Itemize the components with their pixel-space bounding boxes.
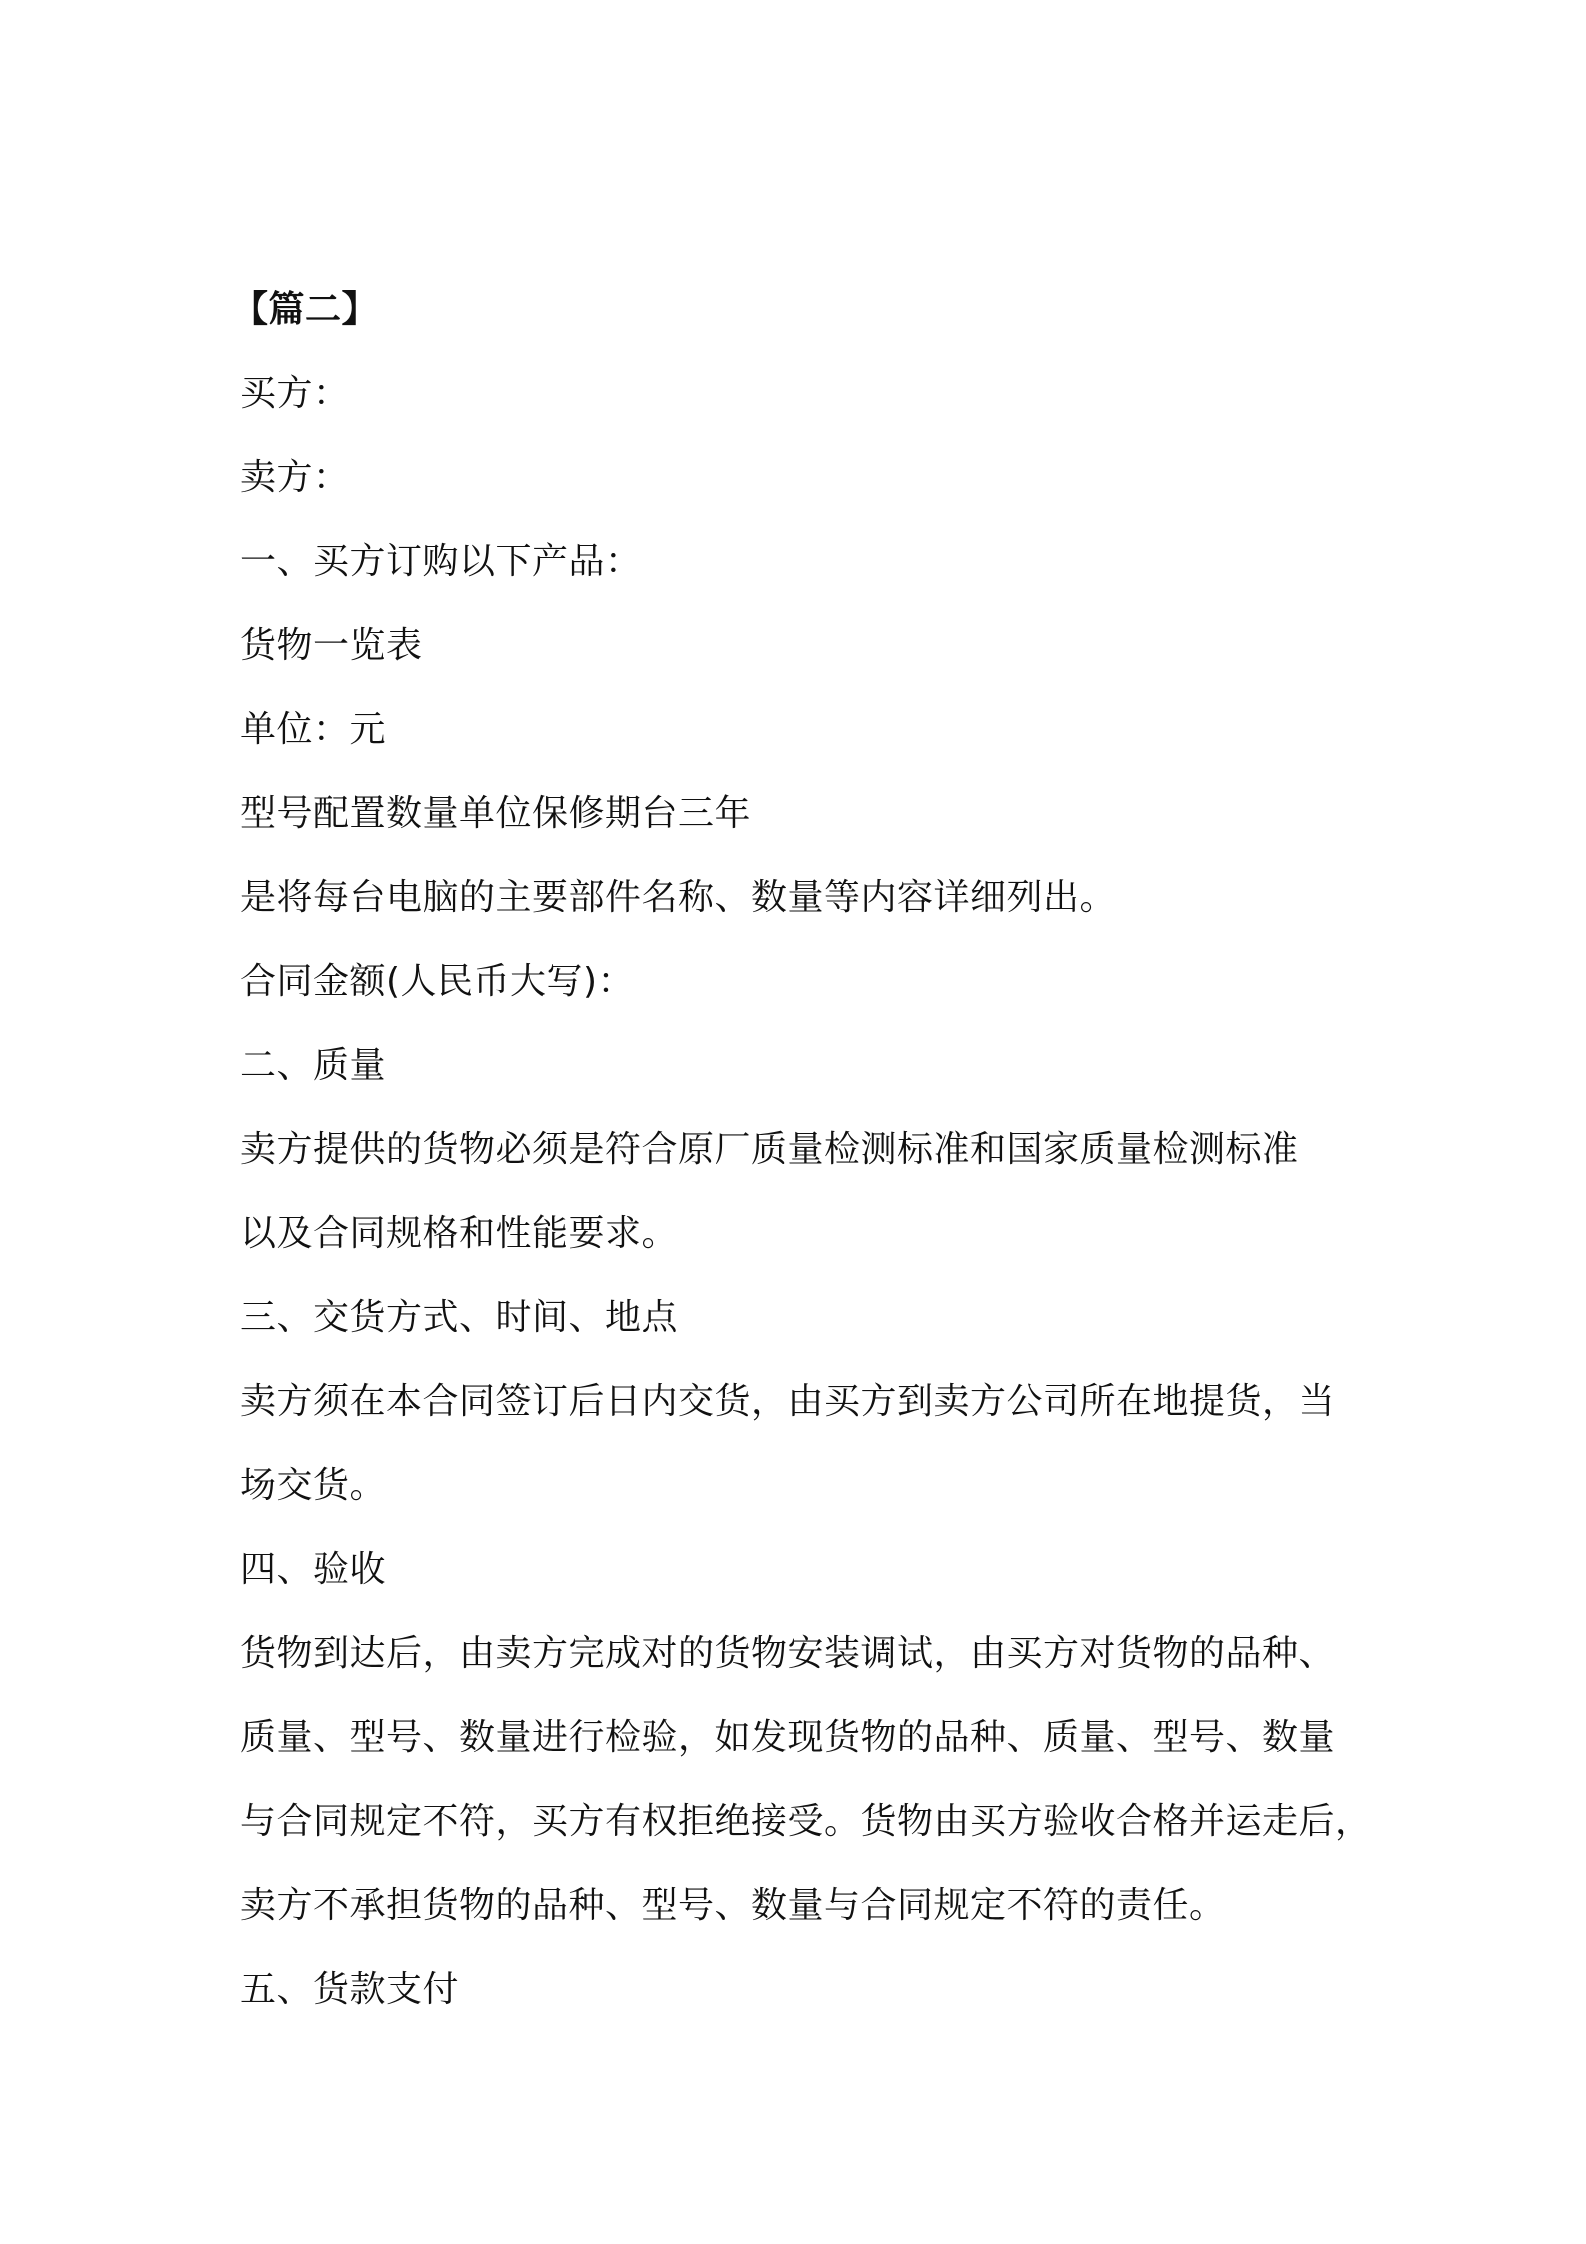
buyer-label: 买方： (240, 373, 350, 414)
clause2-heading: 二、质量 (240, 1045, 387, 1086)
clause2-text-line2: 以及合同规格和性能要求。 (240, 1213, 679, 1254)
clause3-heading: 三、交货方式、时间、地点 (240, 1297, 679, 1338)
seller-label: 卖方： (240, 457, 350, 498)
clause3-text-line2: 场交货。 (240, 1465, 387, 1506)
clause4-text-line3: 与合同规定不符，买方有权拒绝接受。货物由买方验收合格并运走后， (240, 1801, 1372, 1842)
contract-amount: 合同金额(人民币大写)： (240, 961, 635, 1002)
clause4-text-line1: 货物到达后，由卖方完成对的货物安装调试，由买方对货物的品种、 (240, 1633, 1336, 1674)
clause4-text-line2: 质量、型号、数量进行检验，如发现货物的品种、质量、型号、数量 (240, 1717, 1336, 1758)
clause1-heading: 一、买方订购以下产品： (240, 541, 642, 582)
clause4-heading: 四、验收 (240, 1549, 387, 1590)
clause4-text-line4: 卖方不承担货物的品种、型号、数量与合同规定不符的责任。 (240, 1885, 1226, 1926)
config-note: 是将每台电脑的主要部件名称、数量等内容详细列出。 (240, 877, 1117, 918)
clause3-text-line1: 卖方须在本合同签订后日内交货，由买方到卖方公司所在地提货，当 (240, 1381, 1336, 1422)
clause5-heading: 五、货款支付 (240, 1969, 460, 2010)
section-title: 【篇二】 (232, 289, 379, 330)
unit-line: 单位：元 (240, 709, 387, 750)
clause2-text-line1: 卖方提供的货物必须是符合原厂质量检测标准和国家质量检测标准 (240, 1129, 1299, 1170)
goods-list-title: 货物一览表 (240, 625, 423, 666)
table-header-line: 型号配置数量单位保修期台三年 (240, 793, 752, 834)
